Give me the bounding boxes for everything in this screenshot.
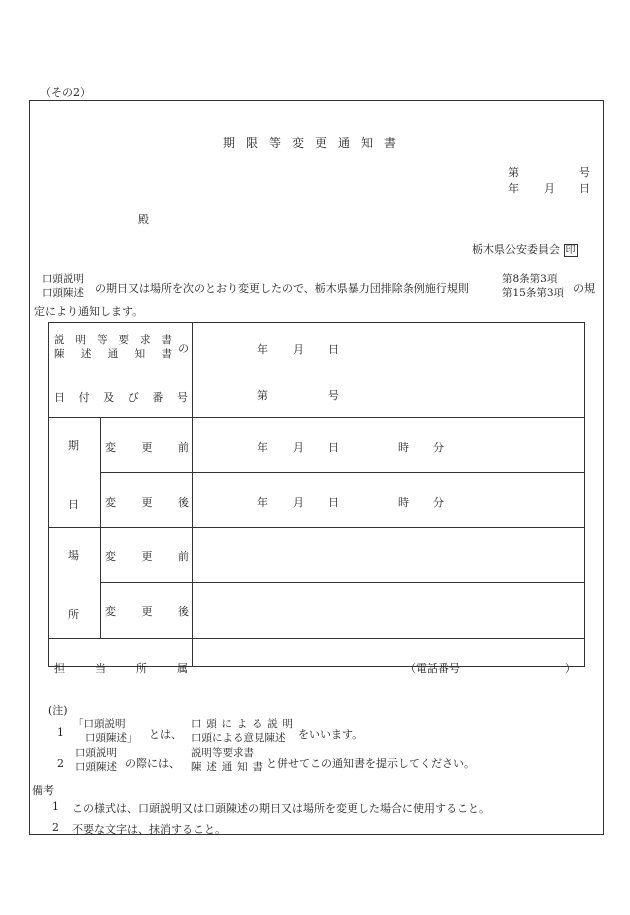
remarks-header: 備考 <box>32 784 54 797</box>
row1-label <box>54 333 172 361</box>
after-hour: 時 <box>398 496 409 509</box>
note1-def2: 口頭による意見陳述 <box>191 732 286 744</box>
note2-doc1: 説明等要求書 <box>191 747 254 759</box>
note2-options <box>75 746 117 774</box>
after-day: 日 <box>328 496 339 509</box>
table-hline <box>100 472 585 473</box>
intro-middle: の期日又は場所を次のとおり変更したので、栃木県暴力団排除条例施行規則 <box>95 282 469 295</box>
note2-opt1: 口頭説明 <box>75 747 117 759</box>
row1-month: 月 <box>293 343 304 356</box>
issuer <box>472 241 578 257</box>
addressee-suffix: 殿 <box>138 213 149 226</box>
after-month: 月 <box>293 496 304 509</box>
basho-before-label: 変 更 前 <box>105 550 189 563</box>
before-hour: 時 <box>398 441 409 454</box>
issuer-name: 栃木県公安委員会 <box>472 243 560 256</box>
basho-label-top: 場 <box>68 549 79 562</box>
remark2-num: 2 <box>52 821 59 834</box>
before-year: 年 <box>257 441 268 454</box>
row1-label-line2: 陳 述 通 知 書 <box>54 348 172 360</box>
row2-go: 号 <box>328 389 339 402</box>
note1-towa: とは、 <box>149 728 182 741</box>
note2-num: 2 <box>57 757 64 770</box>
basho-label-bottom: 所 <box>68 608 79 621</box>
note1-defs <box>191 717 293 745</box>
seal-mark: 印 <box>565 245 576 256</box>
intro-option-b-1: 第8条第3項 <box>502 273 558 285</box>
note1-term-close: 口頭陳述」 <box>85 732 138 744</box>
after-year: 年 <box>257 496 268 509</box>
row2-label: 日 付 及 び 番 号 <box>54 391 188 404</box>
note2-opt2: 口頭陳述 <box>75 761 117 773</box>
kijitsu-before-label: 変 更 前 <box>105 441 189 454</box>
before-month: 月 <box>293 441 304 454</box>
kijitsu-after-label: 変 更 後 <box>105 496 189 509</box>
basho-after-label: 変 更 後 <box>105 605 189 618</box>
remark2-text: 不要な文字は、抹消すること。 <box>72 823 226 836</box>
doc-number-go: 号 <box>579 166 590 179</box>
remark1-text: この様式は、口頭説明又は口頭陳述の期日又は場所を変更した場合に使用すること。 <box>72 802 490 815</box>
note1-num: 1 <box>57 726 64 739</box>
row1-label-line1: 説 明 等 要 求 書 <box>54 334 172 346</box>
note1-term-open: 「口頭説明 <box>73 718 126 730</box>
kijitsu-label-bottom: 日 <box>68 498 79 511</box>
intro-end: の規 <box>573 282 595 295</box>
row1-day: 日 <box>328 343 339 356</box>
intro-line2: 定により通知します。 <box>34 305 144 318</box>
row1-no: の <box>178 342 189 355</box>
row2-dai: 第 <box>257 389 268 402</box>
table-hline <box>48 638 585 639</box>
table-hline <box>100 582 585 583</box>
note2-doc2: 陳 述 通 知 書 <box>191 761 263 773</box>
phone-close: ） <box>565 662 576 675</box>
note1-tail: をいいます。 <box>298 728 364 741</box>
phone-open: （電話番号 <box>405 662 460 675</box>
remark1-num: 1 <box>52 800 59 813</box>
intro-option-b <box>502 272 564 300</box>
note1-def1: 口 頭 に よ る 説 明 <box>191 718 293 730</box>
notes-header: (注) <box>48 704 68 717</box>
kijitsu-label-top: 期 <box>68 439 79 452</box>
doc-date-year: 年 <box>508 182 519 195</box>
doc-number-dai: 第 <box>508 166 519 179</box>
before-day: 日 <box>328 441 339 454</box>
intro-option-a-2: 口頭陳述 <box>42 287 84 299</box>
doc-date-day: 日 <box>579 182 590 195</box>
tanto-label: 担 当 所 属 <box>54 662 188 675</box>
intro-option-a <box>42 272 84 300</box>
page-title: 期限等変更通知書 <box>222 136 407 150</box>
intro-option-a-1: 口頭説明 <box>42 273 84 285</box>
form-number: （その2） <box>40 86 91 99</box>
doc-date-month: 月 <box>544 182 555 195</box>
note2-tail: と併せてこの通知書を提示してください。 <box>266 757 475 770</box>
table-col-divider <box>192 322 193 667</box>
note1-term <box>73 717 138 745</box>
note2-docs <box>191 746 263 774</box>
row1-year: 年 <box>257 343 268 356</box>
note2-mid: の際には、 <box>125 757 180 770</box>
before-minute: 分 <box>433 441 444 454</box>
intro-option-b-2: 第15条第3項 <box>502 287 565 299</box>
table-hline <box>48 527 585 528</box>
after-minute: 分 <box>433 496 444 509</box>
table-hline <box>48 417 585 418</box>
